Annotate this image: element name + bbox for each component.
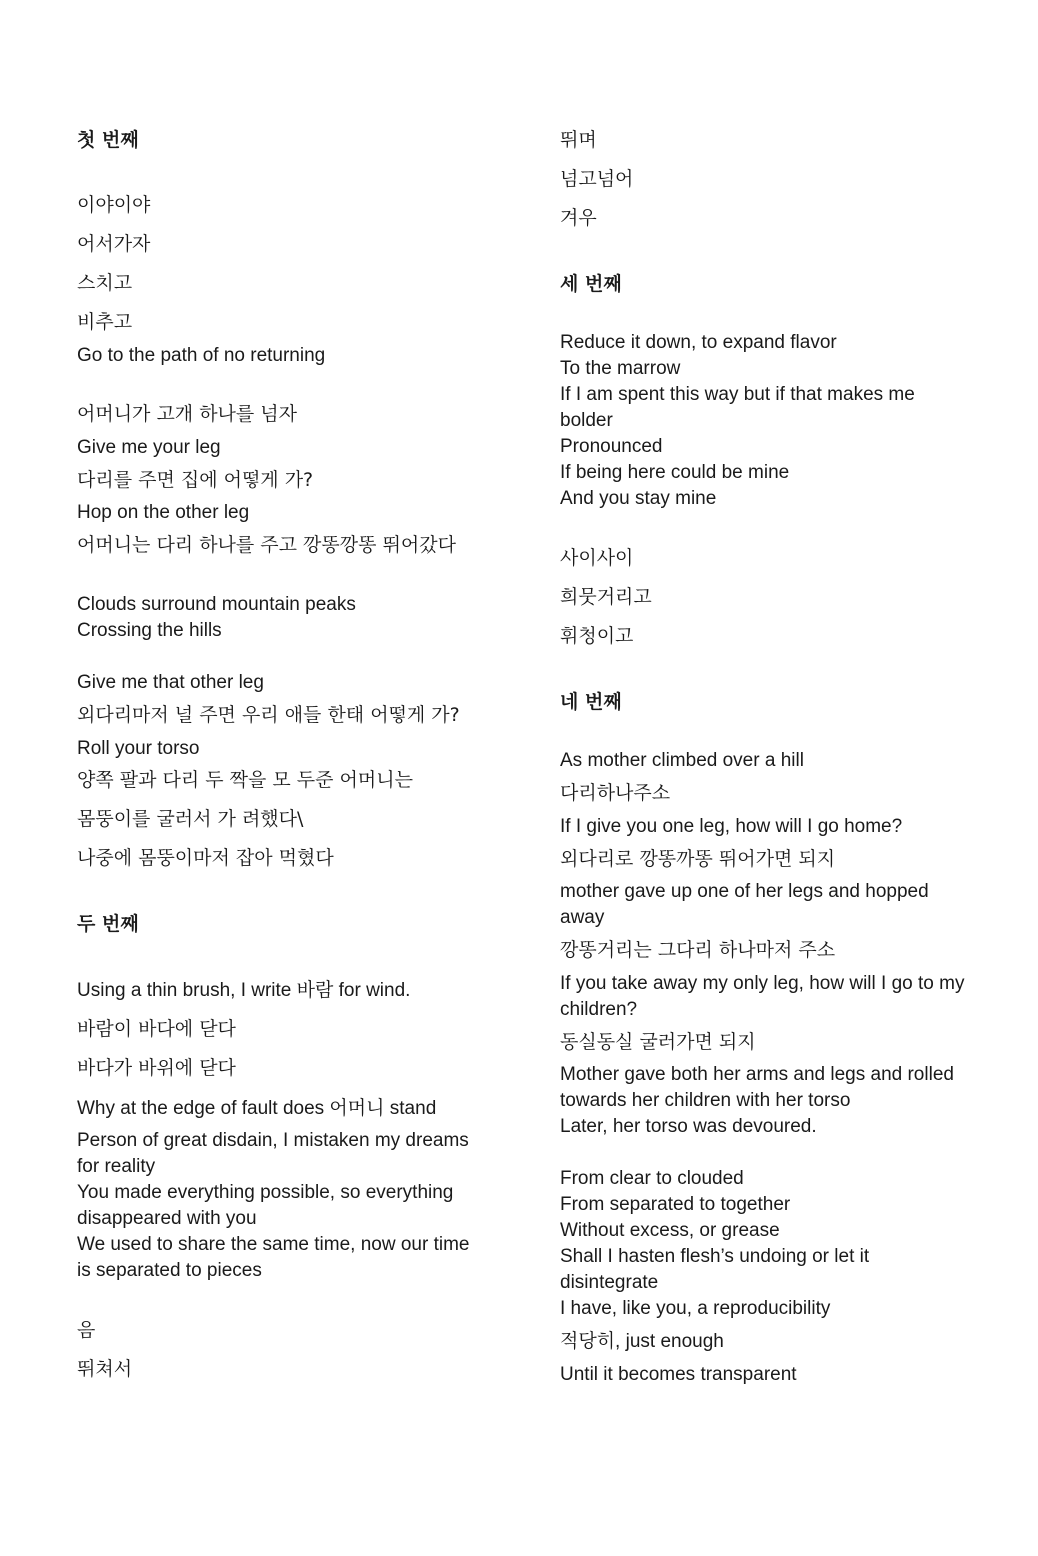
poem-line: 뛰며 — [560, 129, 597, 151]
poem-line: Clouds surround mountain peaks — [77, 594, 356, 615]
poem-line: 몸뚱이를 굴러서 가 려했다\ — [77, 808, 304, 830]
poem-line: As mother climbed over a hill — [560, 750, 804, 771]
poem-line: 바다가 바위에 닫다 — [77, 1057, 236, 1079]
poem-line: Give me your leg — [77, 437, 221, 458]
poem-line: Crossing the hills — [77, 620, 222, 641]
poem-line: 음 — [77, 1319, 96, 1341]
poem-line: disappeared with you — [77, 1208, 257, 1229]
poem-line: 뛰쳐서 — [77, 1358, 133, 1380]
poem-line: 외다리마저 널 주면 우리 애들 한태 어떻게 가? — [77, 704, 460, 726]
poem-line: towards her children with her torso — [560, 1090, 851, 1111]
poem-line: From separated to together — [560, 1194, 791, 1215]
section-heading: 첫 번째 — [77, 129, 139, 151]
poem-line: mother gave up one of her legs and hopped — [560, 881, 929, 902]
section-heading: 네 번째 — [560, 691, 622, 713]
poem-line: 동실동실 굴러가면 되지 — [560, 1031, 756, 1053]
poem-line: 이야이야 — [77, 194, 151, 216]
poem-line: 깡똥거리는 그다리 하나마저 주소 — [560, 939, 836, 961]
poem-line: is separated to pieces — [77, 1260, 262, 1281]
poem-line: for reality — [77, 1156, 156, 1177]
poem-line: 적당히, just enough — [560, 1331, 724, 1352]
poem-line: Hop on the other leg — [77, 502, 250, 523]
poem-line: 다리를 주면 집에 어떻게 가? — [77, 469, 314, 491]
poem-line: Go to the path of no returning — [77, 345, 326, 366]
poem-line: I have, like you, a reproducibility — [560, 1298, 831, 1319]
poem-line: bolder — [560, 410, 613, 431]
poem-line: We used to share the same time, now our time — [77, 1234, 470, 1255]
poem-line: away — [560, 907, 605, 928]
poem-line: 다리하나주소 — [560, 782, 671, 804]
poem-line: Without excess, or grease — [560, 1220, 780, 1241]
poem-line: 나중에 몸뚱이마저 잡아 먹혔다 — [77, 847, 334, 869]
poem-line: Shall I hasten flesh’s undoing or let it — [560, 1246, 870, 1267]
poem-line: Person of great disdain, I mistaken my dreams — [77, 1130, 469, 1151]
poem-line: 바람이 바다에 닫다 — [77, 1018, 236, 1040]
poem-line: Using a thin brush, I write 바람 for wind. — [77, 980, 411, 1001]
poem-line: If I am spent this way but if that makes me — [560, 384, 915, 405]
poem-line: 양쪽 팔과 다리 두 짝을 모 두준 어머니는 — [77, 769, 413, 791]
poem-line: 어머니는 다리 하나를 주고 깡똥깡똥 뛰어갔다 — [77, 534, 456, 556]
poem-line: Why at the edge of fault does 어머니 stand — [77, 1098, 437, 1119]
poem-line: 외다리로 깡똥까똥 뛰어가면 되지 — [560, 848, 836, 870]
poem-line: From clear to clouded — [560, 1168, 744, 1189]
poem-line: 넘고넘어 — [560, 168, 634, 190]
poem-line: If being here could be mine — [560, 462, 790, 483]
section-heading: 두 번째 — [77, 913, 139, 935]
poem-line: Pronounced — [560, 436, 663, 457]
poem-line: 어서가자 — [77, 233, 151, 255]
poem-line: 비추고 — [77, 311, 133, 333]
poem-line: disintegrate — [560, 1272, 659, 1293]
poem-line: Mother gave both her arms and legs and rolled — [560, 1064, 954, 1085]
poem-line: 스치고 — [77, 272, 133, 294]
poem-line: 휘청이고 — [560, 625, 634, 647]
poem-line: If I give you one leg, how will I go home? — [560, 816, 903, 837]
poem-line: You made everything possible, so everything — [77, 1182, 454, 1203]
poem-line: If you take away my only leg, how will I go to my — [560, 973, 965, 994]
poem-line: 사이사이 — [560, 547, 634, 569]
poem-line: 희뭇거리고 — [560, 586, 652, 608]
section-heading: 세 번째 — [560, 273, 622, 295]
poem-line: And you stay mine — [560, 488, 717, 509]
poem-line: children? — [560, 999, 638, 1020]
poem-line: To the marrow — [560, 358, 681, 379]
poem-line: Later, her torso was devoured. — [560, 1116, 817, 1137]
poem-line: 겨우 — [560, 207, 597, 229]
poem-line: Roll your torso — [77, 738, 200, 759]
poem-line: Reduce it down, to expand flavor — [560, 332, 837, 353]
poem-line: Give me that other leg — [77, 672, 264, 693]
poem-line: 어머니가 고개 하나를 넘자 — [77, 403, 298, 425]
poem-line: Until it becomes transparent — [560, 1364, 797, 1385]
